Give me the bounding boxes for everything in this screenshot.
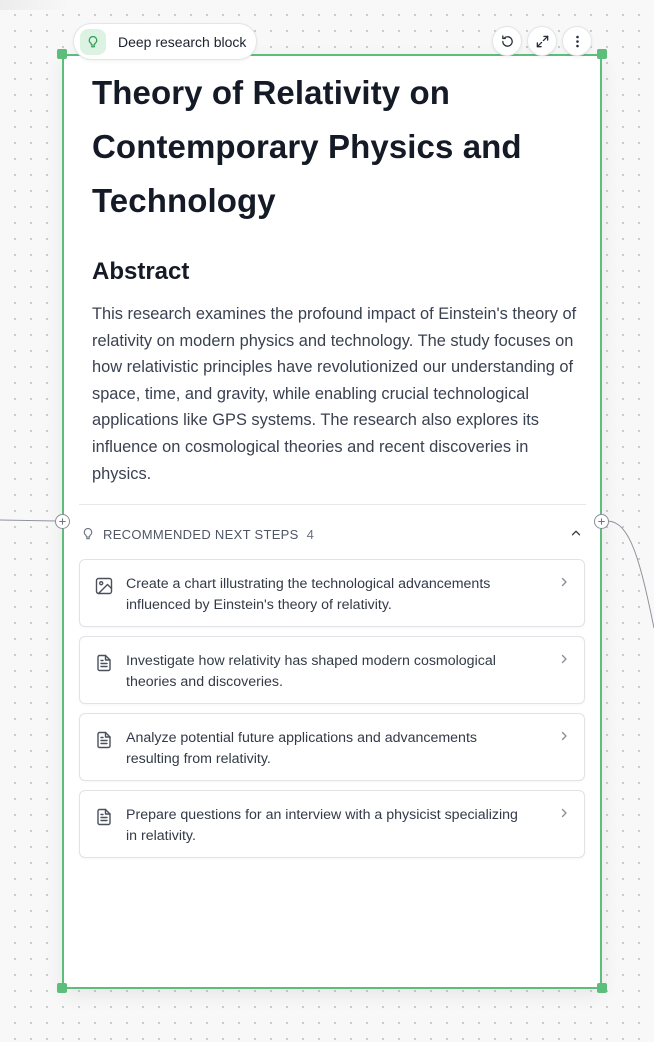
incoming-connector-line — [0, 520, 56, 521]
plus-icon — [597, 517, 606, 526]
lightbulb-icon — [80, 29, 106, 55]
document-title: Theory of Relativity on Contemporary Physics and Technology — [92, 74, 522, 219]
refresh-button[interactable] — [492, 26, 522, 56]
next-step-item[interactable] — [79, 713, 585, 781]
resize-handle-bottom-right[interactable] — [597, 983, 607, 993]
block-type-label: Deep research block — [118, 33, 247, 50]
document-content — [92, 66, 582, 487]
plus-icon — [58, 517, 67, 526]
next-step-text: Analyze potential future applications and advancements resulting from relativity. — [126, 730, 477, 767]
document-icon — [94, 653, 114, 673]
more-vertical-icon — [570, 34, 585, 49]
image-icon — [94, 576, 114, 596]
next-steps-count: 4 — [306, 526, 314, 542]
input-port[interactable] — [55, 514, 70, 529]
next-step-item[interactable] — [79, 790, 585, 858]
next-step-text: Prepare questions for an interview with a physicist specializing in relativity. — [126, 807, 518, 844]
next-step-item[interactable] — [79, 559, 585, 627]
document-icon — [94, 730, 114, 750]
expand-icon — [535, 34, 550, 49]
chevron-right-icon — [558, 807, 570, 819]
block-type-tag[interactable] — [73, 23, 257, 60]
next-step-item[interactable] — [79, 636, 585, 704]
canvas-edge-shadow — [0, 0, 70, 10]
next-steps-header[interactable] — [81, 524, 585, 544]
chevron-up-icon[interactable] — [569, 526, 583, 540]
chevron-right-icon — [558, 730, 570, 742]
section-divider — [79, 504, 586, 505]
refresh-icon — [500, 34, 515, 49]
resize-handle-bottom-left[interactable] — [57, 983, 67, 993]
outgoing-connector-line — [608, 521, 654, 628]
abstract-text: This research examines the profound impact of Einstein's theory of relativity on modern physics and technology. The study focuses on how relativistic principles have revolutionized our understanding of space, time, and gravity, while enabling crucial technological applications like GPS systems. The research also explores its influence on cosmological theories and recent discoveries in physics. — [92, 305, 577, 483]
next-steps-title: RECOMMENDED NEXT STEPS — [103, 526, 299, 542]
resize-handle-top-right[interactable] — [597, 49, 607, 59]
expand-button[interactable] — [527, 26, 557, 56]
resize-handle-top-left[interactable] — [57, 49, 67, 59]
next-step-text: Create a chart illustrating the technological advancements influenced by Einstein's theory of relativity. — [126, 576, 491, 613]
abstract-heading: Abstract — [92, 258, 190, 285]
block-actions — [492, 26, 592, 56]
document-icon — [94, 807, 114, 827]
chevron-right-icon — [558, 653, 570, 665]
more-options-button[interactable] — [562, 26, 592, 56]
lightbulb-icon — [81, 527, 95, 541]
chevron-right-icon — [558, 576, 570, 588]
next-step-text: Investigate how relativity has shaped modern cosmological theories and discoveries. — [126, 653, 496, 690]
output-port[interactable] — [594, 514, 609, 529]
